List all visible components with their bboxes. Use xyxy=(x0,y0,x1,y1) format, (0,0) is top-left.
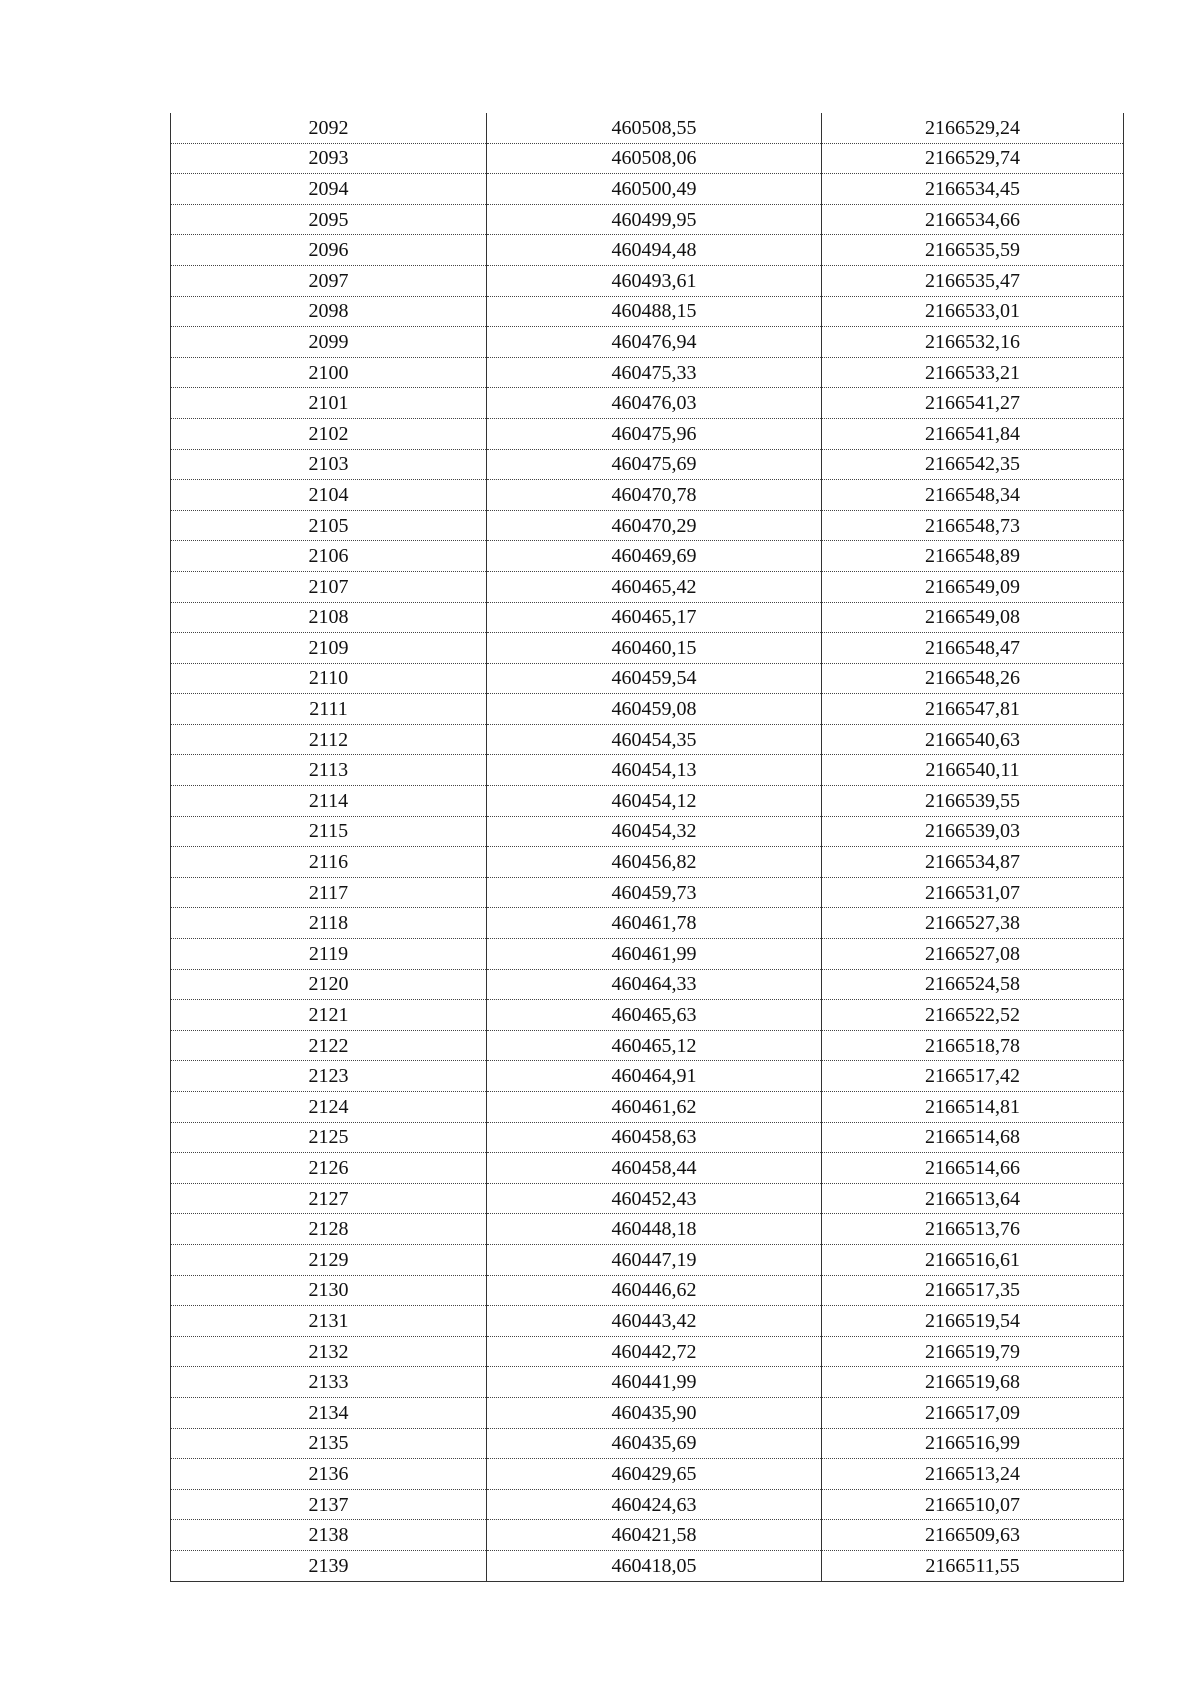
table-row xyxy=(171,1030,1124,1061)
point-number-cell: 2114 xyxy=(171,786,487,817)
point-number-cell: 2118 xyxy=(171,908,487,939)
point-number-cell: 2125 xyxy=(171,1122,487,1153)
y-coordinate-cell: 2166513,24 xyxy=(822,1459,1124,1490)
y-coordinate-cell: 2166548,47 xyxy=(822,633,1124,664)
table-row xyxy=(171,480,1124,511)
x-coordinate-cell: 460447,19 xyxy=(487,1244,822,1275)
point-number-cell: 2127 xyxy=(171,1183,487,1214)
y-coordinate-cell: 2166527,08 xyxy=(822,939,1124,970)
x-coordinate-cell: 460429,65 xyxy=(487,1459,822,1490)
x-coordinate-cell: 460456,82 xyxy=(487,847,822,878)
x-coordinate-cell: 460454,13 xyxy=(487,755,822,786)
table-row xyxy=(171,296,1124,327)
y-coordinate-cell: 2166517,35 xyxy=(822,1275,1124,1306)
x-coordinate-cell: 460493,61 xyxy=(487,265,822,296)
table-row xyxy=(171,235,1124,266)
x-coordinate-cell: 460441,99 xyxy=(487,1367,822,1398)
x-coordinate-cell: 460488,15 xyxy=(487,296,822,327)
x-coordinate-cell: 460459,54 xyxy=(487,663,822,694)
table-row xyxy=(171,1550,1124,1581)
y-coordinate-cell: 2166517,42 xyxy=(822,1061,1124,1092)
table-row xyxy=(171,1000,1124,1031)
y-coordinate-cell: 2166522,52 xyxy=(822,1000,1124,1031)
point-number-cell: 2107 xyxy=(171,571,487,602)
x-coordinate-cell: 460499,95 xyxy=(487,204,822,235)
x-coordinate-cell: 460461,99 xyxy=(487,939,822,970)
y-coordinate-cell: 2166548,73 xyxy=(822,510,1124,541)
table-row xyxy=(171,908,1124,939)
y-coordinate-cell: 2166519,79 xyxy=(822,1336,1124,1367)
x-coordinate-cell: 460476,94 xyxy=(487,327,822,358)
table-row xyxy=(171,755,1124,786)
point-number-cell: 2139 xyxy=(171,1550,487,1581)
x-coordinate-cell: 460470,29 xyxy=(487,510,822,541)
point-number-cell: 2097 xyxy=(171,265,487,296)
table-row xyxy=(171,388,1124,419)
point-number-cell: 2113 xyxy=(171,755,487,786)
table-row xyxy=(171,1214,1124,1245)
table-row xyxy=(171,969,1124,1000)
x-coordinate-cell: 460461,62 xyxy=(487,1092,822,1123)
point-number-cell: 2136 xyxy=(171,1459,487,1490)
point-number-cell: 2124 xyxy=(171,1092,487,1123)
point-number-cell: 2130 xyxy=(171,1275,487,1306)
x-coordinate-cell: 460470,78 xyxy=(487,480,822,511)
x-coordinate-cell: 460469,69 xyxy=(487,541,822,572)
point-number-cell: 2101 xyxy=(171,388,487,419)
point-number-cell: 2117 xyxy=(171,877,487,908)
table-row xyxy=(171,418,1124,449)
point-number-cell: 2134 xyxy=(171,1397,487,1428)
x-coordinate-cell: 460500,49 xyxy=(487,174,822,205)
y-coordinate-cell: 2166511,55 xyxy=(822,1550,1124,1581)
y-coordinate-cell: 2166548,26 xyxy=(822,663,1124,694)
point-number-cell: 2121 xyxy=(171,1000,487,1031)
x-coordinate-cell: 460448,18 xyxy=(487,1214,822,1245)
point-number-cell: 2104 xyxy=(171,480,487,511)
y-coordinate-cell: 2166535,59 xyxy=(822,235,1124,266)
x-coordinate-cell: 460458,63 xyxy=(487,1122,822,1153)
x-coordinate-cell: 460508,06 xyxy=(487,143,822,174)
x-coordinate-cell: 460459,73 xyxy=(487,877,822,908)
point-number-cell: 2126 xyxy=(171,1153,487,1184)
x-coordinate-cell: 460494,48 xyxy=(487,235,822,266)
table-row xyxy=(171,694,1124,725)
table-row xyxy=(171,571,1124,602)
table-row xyxy=(171,939,1124,970)
coordinates-table-body xyxy=(171,113,1124,1581)
coordinates-table xyxy=(170,113,1124,1582)
table-row xyxy=(171,510,1124,541)
x-coordinate-cell: 460454,32 xyxy=(487,816,822,847)
y-coordinate-cell: 2166514,66 xyxy=(822,1153,1124,1184)
table-row xyxy=(171,877,1124,908)
table-row xyxy=(171,1092,1124,1123)
point-number-cell: 2096 xyxy=(171,235,487,266)
y-coordinate-cell: 2166534,87 xyxy=(822,847,1124,878)
point-number-cell: 2106 xyxy=(171,541,487,572)
point-number-cell: 2135 xyxy=(171,1428,487,1459)
x-coordinate-cell: 460475,33 xyxy=(487,357,822,388)
y-coordinate-cell: 2166549,08 xyxy=(822,602,1124,633)
y-coordinate-cell: 2166524,58 xyxy=(822,969,1124,1000)
x-coordinate-cell: 460508,55 xyxy=(487,113,822,143)
y-coordinate-cell: 2166539,55 xyxy=(822,786,1124,817)
y-coordinate-cell: 2166531,07 xyxy=(822,877,1124,908)
table-row xyxy=(171,1520,1124,1551)
y-coordinate-cell: 2166509,63 xyxy=(822,1520,1124,1551)
table-row xyxy=(171,1275,1124,1306)
x-coordinate-cell: 460475,96 xyxy=(487,418,822,449)
y-coordinate-cell: 2166542,35 xyxy=(822,449,1124,480)
y-coordinate-cell: 2166519,68 xyxy=(822,1367,1124,1398)
y-coordinate-cell: 2166548,34 xyxy=(822,480,1124,511)
x-coordinate-cell: 460442,72 xyxy=(487,1336,822,1367)
table-row xyxy=(171,327,1124,358)
x-coordinate-cell: 460446,62 xyxy=(487,1275,822,1306)
table-row xyxy=(171,113,1124,143)
x-coordinate-cell: 460459,08 xyxy=(487,694,822,725)
x-coordinate-cell: 460421,58 xyxy=(487,1520,822,1551)
y-coordinate-cell: 2166514,81 xyxy=(822,1092,1124,1123)
point-number-cell: 2102 xyxy=(171,418,487,449)
point-number-cell: 2133 xyxy=(171,1367,487,1398)
table-row xyxy=(171,786,1124,817)
y-coordinate-cell: 2166534,45 xyxy=(822,174,1124,205)
point-number-cell: 2122 xyxy=(171,1030,487,1061)
y-coordinate-cell: 2166516,61 xyxy=(822,1244,1124,1275)
table-row xyxy=(171,1183,1124,1214)
x-coordinate-cell: 460465,42 xyxy=(487,571,822,602)
y-coordinate-cell: 2166540,63 xyxy=(822,724,1124,755)
table-row xyxy=(171,1122,1124,1153)
x-coordinate-cell: 460418,05 xyxy=(487,1550,822,1581)
point-number-cell: 2119 xyxy=(171,939,487,970)
point-number-cell: 2103 xyxy=(171,449,487,480)
table-row xyxy=(171,633,1124,664)
point-number-cell: 2112 xyxy=(171,724,487,755)
y-coordinate-cell: 2166529,74 xyxy=(822,143,1124,174)
y-coordinate-cell: 2166533,01 xyxy=(822,296,1124,327)
point-number-cell: 2132 xyxy=(171,1336,487,1367)
x-coordinate-cell: 460476,03 xyxy=(487,388,822,419)
y-coordinate-cell: 2166540,11 xyxy=(822,755,1124,786)
point-number-cell: 2098 xyxy=(171,296,487,327)
table-row xyxy=(171,847,1124,878)
x-coordinate-cell: 460454,12 xyxy=(487,786,822,817)
table-row xyxy=(171,663,1124,694)
table-row xyxy=(171,1397,1124,1428)
point-number-cell: 2105 xyxy=(171,510,487,541)
table-row xyxy=(171,357,1124,388)
point-number-cell: 2120 xyxy=(171,969,487,1000)
x-coordinate-cell: 460443,42 xyxy=(487,1306,822,1337)
y-coordinate-cell: 2166541,27 xyxy=(822,388,1124,419)
point-number-cell: 2115 xyxy=(171,816,487,847)
table-row xyxy=(171,1428,1124,1459)
table-row xyxy=(171,724,1124,755)
x-coordinate-cell: 460461,78 xyxy=(487,908,822,939)
x-coordinate-cell: 460464,33 xyxy=(487,969,822,1000)
y-coordinate-cell: 2166533,21 xyxy=(822,357,1124,388)
point-number-cell: 2116 xyxy=(171,847,487,878)
point-number-cell: 2093 xyxy=(171,143,487,174)
point-number-cell: 2131 xyxy=(171,1306,487,1337)
y-coordinate-cell: 2166513,76 xyxy=(822,1214,1124,1245)
point-number-cell: 2137 xyxy=(171,1489,487,1520)
point-number-cell: 2129 xyxy=(171,1244,487,1275)
table-row xyxy=(171,1306,1124,1337)
y-coordinate-cell: 2166510,07 xyxy=(822,1489,1124,1520)
table-row xyxy=(171,1489,1124,1520)
table-row xyxy=(171,449,1124,480)
y-coordinate-cell: 2166534,66 xyxy=(822,204,1124,235)
y-coordinate-cell: 2166513,64 xyxy=(822,1183,1124,1214)
y-coordinate-cell: 2166547,81 xyxy=(822,694,1124,725)
point-number-cell: 2111 xyxy=(171,694,487,725)
x-coordinate-cell: 460424,63 xyxy=(487,1489,822,1520)
point-number-cell: 2123 xyxy=(171,1061,487,1092)
x-coordinate-cell: 460465,63 xyxy=(487,1000,822,1031)
x-coordinate-cell: 460460,15 xyxy=(487,633,822,664)
x-coordinate-cell: 460465,12 xyxy=(487,1030,822,1061)
y-coordinate-cell: 2166516,99 xyxy=(822,1428,1124,1459)
point-number-cell: 2099 xyxy=(171,327,487,358)
y-coordinate-cell: 2166532,16 xyxy=(822,327,1124,358)
y-coordinate-cell: 2166539,03 xyxy=(822,816,1124,847)
point-number-cell: 2100 xyxy=(171,357,487,388)
point-number-cell: 2138 xyxy=(171,1520,487,1551)
x-coordinate-cell: 460465,17 xyxy=(487,602,822,633)
point-number-cell: 2095 xyxy=(171,204,487,235)
y-coordinate-cell: 2166519,54 xyxy=(822,1306,1124,1337)
x-coordinate-cell: 460464,91 xyxy=(487,1061,822,1092)
table-row xyxy=(171,265,1124,296)
y-coordinate-cell: 2166517,09 xyxy=(822,1397,1124,1428)
x-coordinate-cell: 460458,44 xyxy=(487,1153,822,1184)
y-coordinate-cell: 2166541,84 xyxy=(822,418,1124,449)
point-number-cell: 2128 xyxy=(171,1214,487,1245)
x-coordinate-cell: 460454,35 xyxy=(487,724,822,755)
table-row xyxy=(171,816,1124,847)
point-number-cell: 2110 xyxy=(171,663,487,694)
table-row xyxy=(171,1244,1124,1275)
y-coordinate-cell: 2166518,78 xyxy=(822,1030,1124,1061)
table-row xyxy=(171,1153,1124,1184)
table-row xyxy=(171,1336,1124,1367)
x-coordinate-cell: 460435,69 xyxy=(487,1428,822,1459)
y-coordinate-cell: 2166514,68 xyxy=(822,1122,1124,1153)
x-coordinate-cell: 460452,43 xyxy=(487,1183,822,1214)
table-row xyxy=(171,1061,1124,1092)
table-row xyxy=(171,541,1124,572)
y-coordinate-cell: 2166527,38 xyxy=(822,908,1124,939)
point-number-cell: 2092 xyxy=(171,113,487,143)
table-row xyxy=(171,174,1124,205)
point-number-cell: 2109 xyxy=(171,633,487,664)
table-row xyxy=(171,143,1124,174)
y-coordinate-cell: 2166529,24 xyxy=(822,113,1124,143)
y-coordinate-cell: 2166548,89 xyxy=(822,541,1124,572)
point-number-cell: 2094 xyxy=(171,174,487,205)
table-row xyxy=(171,204,1124,235)
x-coordinate-cell: 460435,90 xyxy=(487,1397,822,1428)
y-coordinate-cell: 2166535,47 xyxy=(822,265,1124,296)
point-number-cell: 2108 xyxy=(171,602,487,633)
x-coordinate-cell: 460475,69 xyxy=(487,449,822,480)
table-row xyxy=(171,602,1124,633)
table-row xyxy=(171,1367,1124,1398)
y-coordinate-cell: 2166549,09 xyxy=(822,571,1124,602)
table-row xyxy=(171,1459,1124,1490)
